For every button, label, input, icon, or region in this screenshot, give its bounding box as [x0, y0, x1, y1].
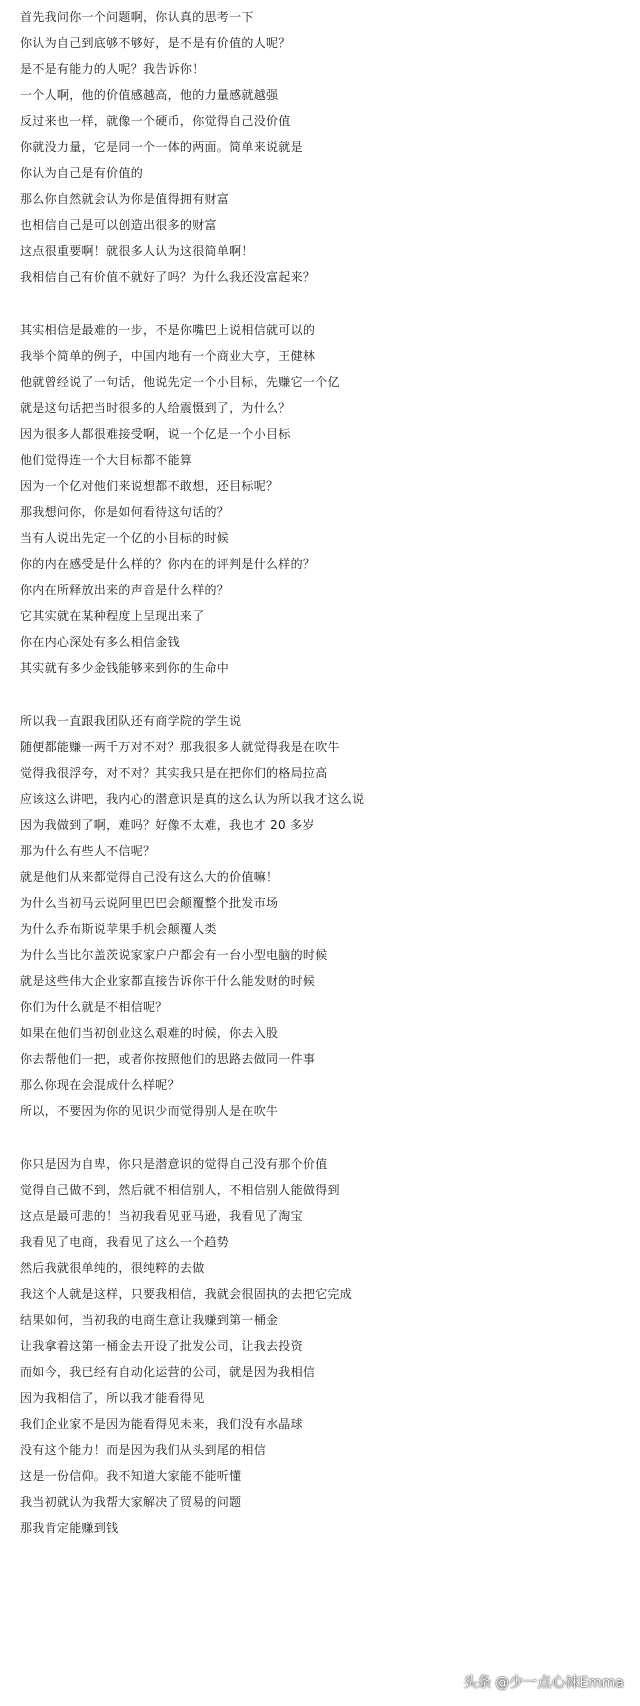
text-line: 让我拿着这第一桶金去开设了批发公司，让我去投资 — [20, 1339, 303, 1353]
text-line: 你去帮他们一把，或者你按照他们的思路去做同一件事 — [20, 1052, 316, 1066]
text-line: 然后我就很单纯的，很纯粹的去做 — [20, 1261, 205, 1275]
text-line: 你只是因为自卑，你只是潜意识的觉得自己没有那个价值 — [20, 1157, 328, 1171]
text-line: 如果在他们当初创业这么艰难的时候，你去入股 — [20, 1026, 279, 1040]
text-line: 因为很多人都很难接受啊，说一个亿是一个小目标 — [20, 427, 291, 441]
paragraph-4 — [20, 1151, 640, 1541]
text-line: 那我想问你，你是如何看待这句话的？ — [20, 505, 230, 519]
text-line: 随便都能赚一两千万对不对？那我很多人就觉得我是在吹牛 — [20, 740, 340, 754]
text-line: 这点是最可悲的！当初我看见亚马逊，我看见了淘宝 — [20, 1209, 303, 1223]
text-line: 所以，不要因为你的见识少而觉得别人是在吹牛 — [20, 1104, 279, 1118]
text-line: 我们企业家不是因为能看得见未来，我们没有水晶球 — [20, 1417, 303, 1431]
text-line: 结果如何，当初我的电商生意让我赚到第一桶金 — [20, 1313, 279, 1327]
text-line: 那我肯定能赚到钱 — [20, 1521, 119, 1535]
text-line: 为什么当初马云说阿里巴巴会颠覆整个批发市场 — [20, 896, 279, 910]
paragraph-3 — [20, 708, 640, 1124]
text-line: 你就没力量，它是同一个一体的两面。简单来说就是 — [20, 140, 303, 154]
text-line: 你认为自己到底够不够好，是不是有价值的人呢？ — [20, 36, 291, 50]
paragraph-2 — [20, 317, 640, 681]
text-line: 因为一个亿对他们来说想都不敢想，还目标呢？ — [20, 479, 279, 493]
text-line: 其实相信是最难的一步，不是你嘴巴上说相信就可以的 — [20, 323, 316, 337]
text-line: 而如今，我已经有自动化运营的公司，就是因为我相信 — [20, 1365, 316, 1379]
text-line: 我相信自己有价值不就好了吗？为什么我还没富起来？ — [20, 270, 316, 284]
text-line: 我举个简单的例子，中国内地有一个商业大亨，王健林 — [20, 349, 316, 363]
text-line: 觉得我很浮夸，对不对？其实我只是在把你们的格局拉高 — [20, 766, 328, 780]
text-line: 我当初就认为我帮大家解决了贸易的问题 — [20, 1495, 242, 1509]
watermark — [463, 1672, 624, 1692]
text-line: 这是一份信仰。我不知道大家能不能听懂 — [20, 1469, 242, 1483]
text-line: 就是这些伟大企业家都直接告诉你干什么能发财的时候 — [20, 974, 316, 988]
text-line: 这点很重要啊！就很多人认为这很简单啊！ — [20, 244, 254, 258]
watermark-handle: @少一点心袜Emma — [495, 1675, 624, 1691]
text-line: 那么你现在会混成什么样呢？ — [20, 1078, 180, 1092]
text-line: 他们觉得连一个大目标都不能算 — [20, 453, 193, 467]
text-line: 其实就有多少金钱能够来到你的生命中 — [20, 661, 230, 675]
text-line: 因为我做到了啊，难吗？好像不太难，我也才 20 多岁 — [20, 818, 315, 832]
text-line: 那为什么有些人不信呢？ — [20, 844, 156, 858]
text-line: 我这个人就是这样，只要我相信，我就会很固执的去把它完成 — [20, 1287, 353, 1301]
text-line: 就是这句话把当时很多的人给震慑到了，为什么？ — [20, 401, 291, 415]
text-line: 我看见了电商，我看见了这么一个趋势 — [20, 1235, 230, 1249]
text-line: 没有这个能力！而是因为我们从头到尾的相信 — [20, 1443, 267, 1457]
text-line: 它其实就在某种程度上呈现出来了 — [20, 609, 205, 623]
text-line: 他就曾经说了一句话，他说先定一个小目标，先赚它一个亿 — [20, 375, 340, 389]
text-line: 你认为自己是有价值的 — [20, 166, 144, 180]
text-line: 一个人啊，他的价值感越高，他的力量感就越强 — [20, 88, 279, 102]
text-line: 为什么乔布斯说苹果手机会颠覆人类 — [20, 922, 217, 936]
text-line: 觉得自己做不到，然后就不相信别人，不相信别人能做得到 — [20, 1183, 340, 1197]
text-line: 你内在所释放出来的声音是什么样的？ — [20, 583, 230, 597]
text-line: 所以我一直跟我团队还有商学院的学生说 — [20, 714, 242, 728]
paragraph-1 — [20, 4, 640, 290]
text-line: 为什么当比尔盖茨说家家户户都会有一台小型电脑的时候 — [20, 948, 328, 962]
text-line: 你们为什么就是不相信呢？ — [20, 1000, 168, 1014]
text-line: 就是他们从来都觉得自己没有这么大的价值嘛！ — [20, 870, 279, 884]
text-line: 也相信自己是可以创造出很多的财富 — [20, 218, 217, 232]
text-line: 你的内在感受是什么样的？你内在的评判是什么样的？ — [20, 557, 316, 571]
text-line: 因为我相信了，所以我才能看得见 — [20, 1391, 205, 1405]
text-line: 应该这么讲吧，我内心的潜意识是真的这么认为所以我才这么说 — [20, 792, 365, 806]
text-line: 当有人说出先定一个亿的小目标的时候 — [20, 531, 230, 545]
text-line: 那么你自然就会认为你是值得拥有财富 — [20, 192, 230, 206]
watermark-source: 头条 — [463, 1675, 492, 1691]
text-line: 反过来也一样，就像一个硬币，你觉得自己没价值 — [20, 114, 291, 128]
text-line: 首先我问你一个问题啊，你认真的思考一下 — [20, 10, 254, 24]
text-line: 你在内心深处有多么相信金钱 — [20, 635, 180, 649]
text-line: 是不是有能力的人呢？我告诉你！ — [20, 62, 205, 76]
